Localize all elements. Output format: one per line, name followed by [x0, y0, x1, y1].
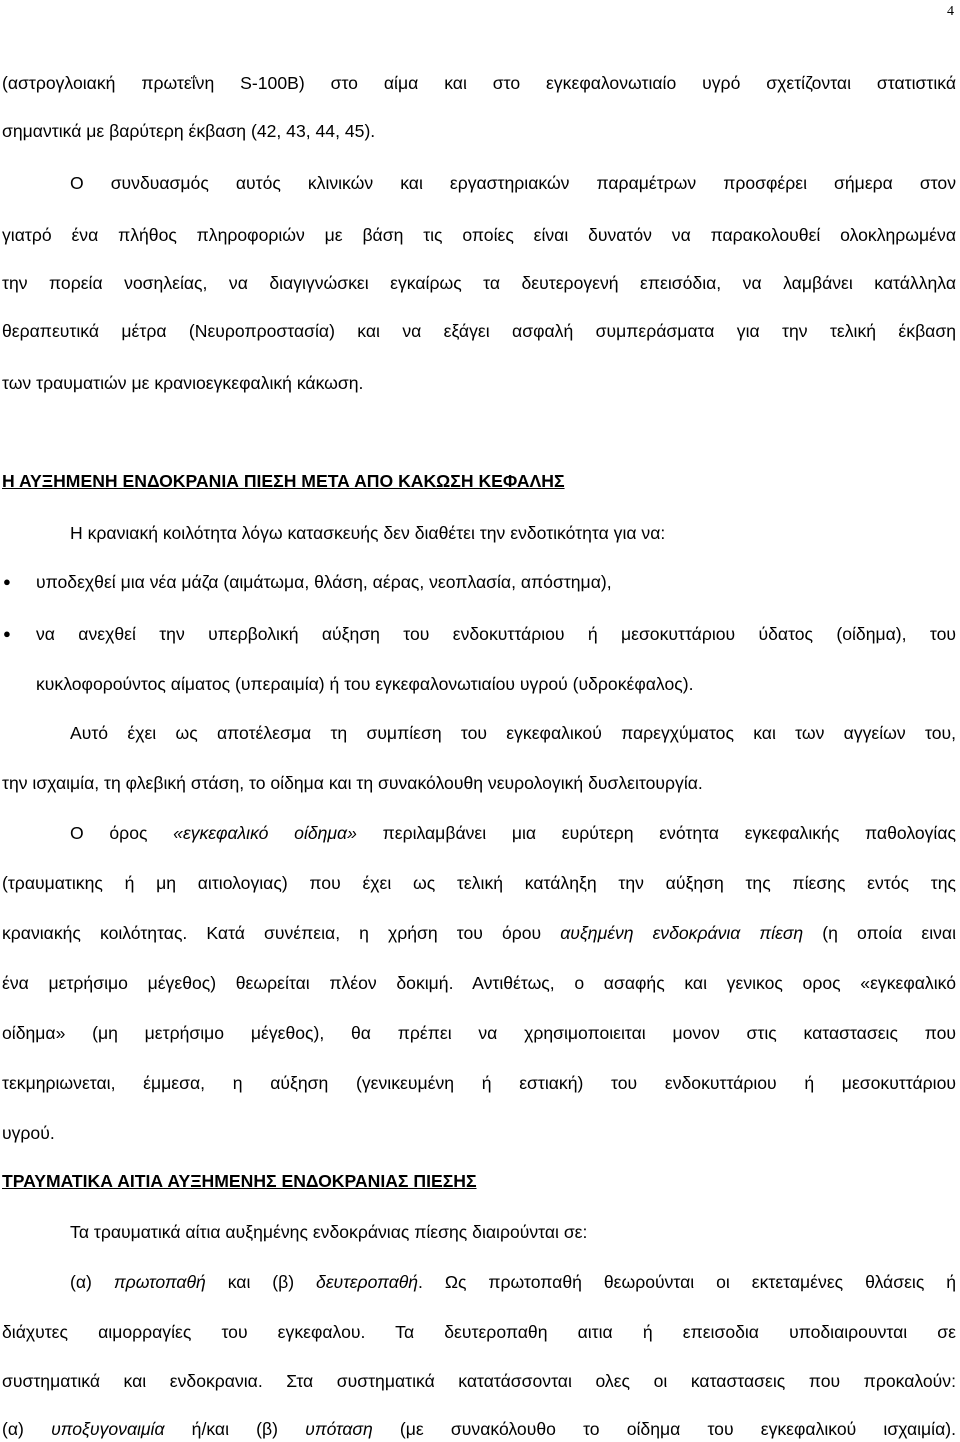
- text-run: (α): [2, 1419, 52, 1439]
- text-run: (με συνακόλουθο το οίδημα του εγκεφαλικού ισχαιμία).: [372, 1419, 957, 1439]
- paragraph-line: των τραυματιών με κρανιοεγκεφαλική κάκωση.: [2, 373, 364, 393]
- emphasized-term: πρωτοπαθή: [113, 1272, 206, 1292]
- paragraph-line: υγρού.: [2, 1123, 55, 1143]
- paragraph-line: Η κρανιακή κοιλότητα λόγω κατασκευής δεν διαθέτει την ενδοτικότητα για να:: [70, 523, 666, 543]
- section-heading: ΤΡΑΥΜΑΤΙΚΑ ΑΙΤΙΑ ΑΥΞΗΜΕΝΗΣ ΕΝΔΟΚΡΑΝΙΑΣ ΠΙΕΣΗΣ: [2, 1171, 477, 1191]
- paragraph-line: [70, 1271, 956, 1293]
- page-number: 4: [947, 4, 954, 19]
- paragraph-line: σημαντικά με βαρύτερη έκβαση (42, 43, 44, 45).: [2, 121, 376, 141]
- text-run: (α): [70, 1272, 114, 1292]
- emphasized-term: υπόταση: [305, 1419, 373, 1439]
- text-run: Ο όρος: [70, 823, 174, 843]
- text-run: περιλαμβάνει μια ευρύτερη ενότητα εγκεφαλικής παθολογίας: [356, 823, 956, 843]
- emphasized-term: υποξυγοναιμία: [51, 1419, 165, 1439]
- paragraph-line: [2, 922, 956, 944]
- paragraph-line: (τραυματικης ή μη αιτιολογιας) που έχει ως τελική κατάληξη την αύξηση της πίεσης εντός της: [2, 873, 956, 893]
- text-run: κρανιακής κοιλότητας. Κατά συνέπεια, η χρήση του όρου: [2, 923, 561, 943]
- paragraph-line: συστηματικά και ενδοκρανια. Στα συστηματικά κατατάσσονται ολες οι καταστασεις που προκαλούν:: [2, 1371, 956, 1391]
- emphasized-term: δευτεροπαθή: [316, 1272, 419, 1292]
- paragraph-line: την ισχαιμία, τη φλεβική στάση, το οίδημα και τη συνακόλουθη νευρολογική δυσλειτουργία.: [2, 773, 703, 793]
- paragraph-line: την πορεία νοσηλείας, να διαγιγνώσκει εγκαίρως τα δευτερογενή επεισόδια, να λαμβάνει κατάλληλα: [2, 273, 956, 293]
- emphasized-term: «εγκεφαλικό οίδημα»: [173, 823, 357, 843]
- paragraph-line: γιατρό ένα πλήθος πληροφοριών με βάση τις οποίες είναι δυνατόν να παρακολουθεί ολοκληρωμένα: [2, 225, 956, 245]
- paragraph-line: διάχυτες αιμορραγίες του εγκεφαλου. Τα δευτεροπαθη αιτια ή επεισοδια υποδιαιρουνται σε: [2, 1322, 956, 1342]
- text-run: (η οποία ειναι: [803, 923, 956, 943]
- text-run: ή/και (β): [164, 1419, 306, 1439]
- paragraph-line: [70, 822, 956, 844]
- bullet-icon: ●: [3, 574, 11, 589]
- paragraph-line: (αστρογλοιακή πρωτεΐνη S-100B) στο αίμα και στο εγκεφαλονωτιαίο υγρό σχετίζονται στατιστικά: [2, 73, 956, 93]
- section-heading: Η ΑΥΞΗΜΕΝΗ ΕΝΔΟΚΡΑΝΙΑ ΠΙΕΣΗ ΜΕΤΑ ΑΠΟ ΚΑΚΩΣΗ ΚΕΦΑΛΗΣ: [2, 471, 565, 491]
- bullet-item: να ανεχθεί την υπερβολική αύξηση του ενδοκυττάριου ή μεσοκυττάριου ύδατος (οίδημα), του: [36, 624, 956, 644]
- emphasized-term: αυξημένη ενδοκράνια πίεση: [560, 923, 804, 943]
- paragraph-line: [2, 1418, 956, 1440]
- text-run: . Ως πρωτοπαθή θεωρούνται οι εκτεταμένες θλάσεις ή: [418, 1272, 957, 1292]
- paragraph-line: Τα τραυματικά αίτια αυξημένης ενδοκράνιας πίεσης διαιρούνται σε:: [70, 1222, 588, 1242]
- paragraph-line: τεκμηριωνεται, έμμεσα, η αύξηση (γενικευμένη ή εστιακή) του ενδοκυττάριου ή μεσοκυττάριου: [2, 1073, 956, 1093]
- paragraph-line: Αυτό έχει ως αποτέλεσμα τη συμπίεση του εγκεφαλικού παρεγχύματος και των αγγείων του,: [70, 723, 956, 743]
- bullet-item-continued: κυκλοφορούντος αίματος (υπεραιμία) ή του εγκεφαλονωτιαίου υγρού (υδροκέφαλος).: [36, 674, 694, 694]
- text-run: και (β): [205, 1272, 317, 1292]
- paragraph-line: ένα μετρήσιμο μέγεθος) θεωρείται πλέον δοκιμή. Αντιθέτως, ο ασαφής και γενικος ορος «εγκεφαλικό: [2, 973, 956, 993]
- paragraph-line: Ο συνδυασμός αυτός κλινικών και εργαστηριακών παραμέτρων προσφέρει σήμερα στον: [70, 173, 956, 193]
- bullet-icon: ●: [3, 626, 11, 641]
- paragraph-line: οίδημα» (μη μετρήσιμο μέγεθος), θα πρέπει να χρησιμοποιειται μονον στις καταστασεις που: [2, 1023, 956, 1043]
- bullet-item: υποδεχθεί μια νέα μάζα (αιμάτωμα, θλάση, αέρας, νεοπλασία, απόστημα),: [36, 572, 612, 592]
- paragraph-line: θεραπευτικά μέτρα (Νευροπροστασία) και να εξάγει ασφαλή συμπεράσματα για την τελική έκβαση: [2, 321, 956, 341]
